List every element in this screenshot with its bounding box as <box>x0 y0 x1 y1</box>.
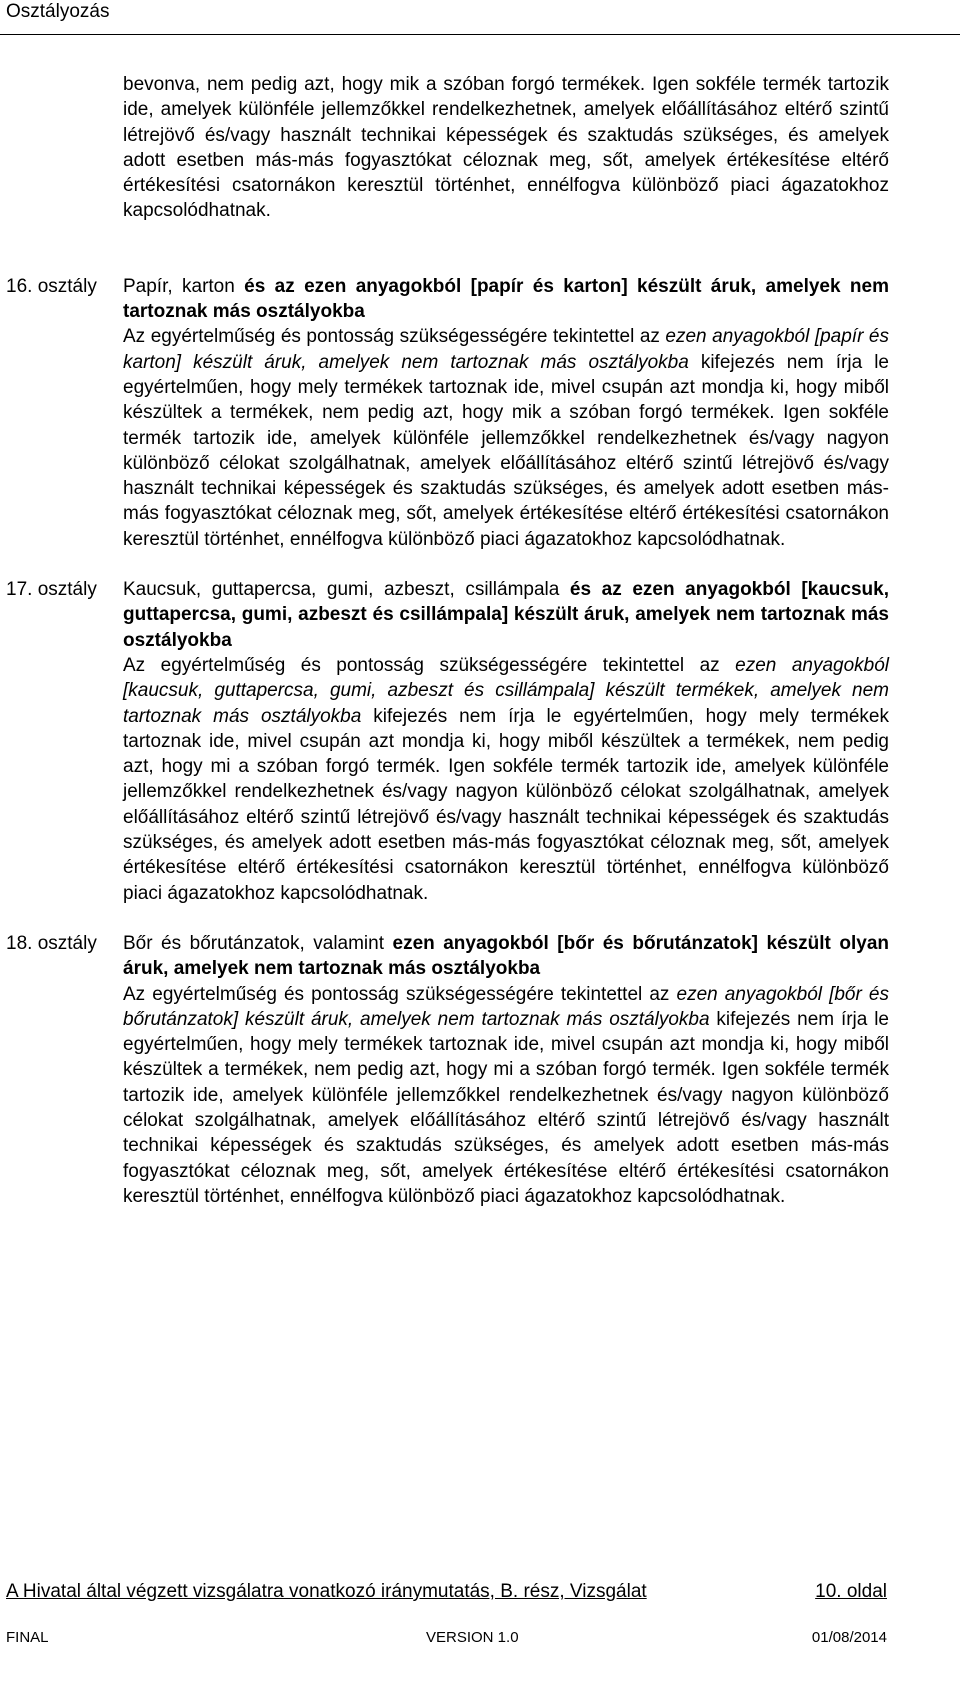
document-status: FINAL <box>6 1629 49 1646</box>
document-date: 01/08/2014 <box>811 1629 887 1646</box>
footer-title: A Hivatal által végzett vizsgálatra vonatkozó iránymutatás, B. rész, Vizsgálat <box>6 1581 647 1602</box>
page-header <box>0 0 960 35</box>
class-title: Kaucsuk, guttapercsa, gumi, azbeszt, csillámpala és az ezen anyagokból [kaucsuk, guttapercsa, gumi, azbeszt és csillámpala] készült áruk, amelyek nem tartoznak más osztályokba <box>123 579 889 651</box>
class-number: 17. osztály <box>6 579 97 601</box>
class-16-section <box>6 274 889 552</box>
class-17-section <box>6 577 890 906</box>
page-number: 10. oldal <box>815 1581 887 1602</box>
document-version: VERSION 1.0 <box>426 1629 519 1646</box>
class-number: 16. osztály <box>6 275 97 297</box>
intro-paragraph: bevonva, nem pedig azt, hogy mik a szóban forgó termékek. Igen sokféle termék tartozik ide, amelyek különféle jellemzőkkel rendelkezhetnek, amelyek előállításához eltérő szintű létrejövő és/vagy használt technikai képességek és szaktudás szükséges, és amelyek adott esetben más-más fogyasztókat céloznak meg, sőt, amelyek értékesítése eltérő értékesítési csatornákon keresztül történhet, ennélfogva különböző piaci ágazatokhoz kapcsolódhatnak. <box>123 74 889 222</box>
class-title: Bőr és bőrutánzatok, valamint ezen anyagokból [bőr és bőrutánzatok] készült olyan áruk, amelyek nem tartoznak más osztályokba <box>123 932 889 980</box>
header-title: Osztályozás <box>6 1 110 22</box>
document-body <box>6 72 890 1209</box>
class-description: Az egyértelműség és pontosság szükségességére tekintettel az ezen anyagokból [bőr és bőrutánzatok] készült áruk, amelyek nem tartoznak más osztályokba kifejezés nem írja le egyértelműen, hogy mely termékek tartoznak ide, mivel csupán azt mondja ki, hogy miből készültek a termékek, nem pedig azt, hogy mi a szóban forgó termék. Igen sokféle termék tartozik ide, amelyek különféle jellemzőkkel rendelkezhetnek és/vagy nagyon különböző célokat szolgálhatnak, amelyek előállításához eltérő szintű létrejövő és/vagy használt technikai képességek és szaktudás szükséges, és amelyek adott esetben más-más fogyasztókat céloznak meg, sőt, amelyek értékesítése eltérő értékesítési csatornákon keresztül történhet, ennélfogva különböző piaci ágazatokhoz kapcsolódhatnak. <box>123 983 889 1207</box>
class-title: Papír, karton és az ezen anyagokból [papír és karton] készült áruk, amelyek nem tartoznak más osztályokba <box>123 275 889 323</box>
class-description: Az egyértelműség és pontosság szükségességére tekintettel az ezen anyagokból [papír és karton] készült áruk, amelyek nem tartoznak más osztályokba kifejezés nem írja le egyértelműen, hogy mely termékek tartoznak ide, mivel csupán azt mondja ki, hogy miből készültek a termékek, nem pedig azt, hogy mik a szóban forgó termékek. Igen sokféle termék tartozik ide, amelyek különféle jellemzőkkel rendelkezhetnek és/vagy nagyon különböző célokat szolgálhatnak, amelyek előállításához eltérő szintű létrejövő és/vagy használt technikai képességek és szaktudás szükséges, és amelyek adott esetben más-más fogyasztókat céloznak meg, sőt, amelyek értékesítése eltérő értékesítési csatornákon keresztül történhet, ennélfogva különböző piaci ágazatokhoz kapcsolódhatnak. <box>123 326 889 550</box>
class-description: Az egyértelműség és pontosság szükségességére tekintettel az ezen anyagokból [kaucsuk, guttapercsa, gumi, azbeszt és csillámpala] készült termékek, amelyek nem tartoznak más osztályokba kifejezés nem írja le egyértelműen, hogy mely termékek tartoznak ide, mivel csupán azt mondja ki, hogy miből készültek a termékek, nem pedig azt, hogy mi a szóban forgó termék. Igen sokféle termék tartozik ide, amelyek különféle jellemzőkkel rendelkezhetnek és/vagy nagyon különböző célokat szolgálhatnak, amelyek előállításához eltérő szintű létrejövő és/vagy használt technikai képességek és szaktudás szükséges, és amelyek adott esetben más-más fogyasztókat céloznak meg, sőt, amelyek értékesítése eltérő értékesítési csatornákon keresztül történhet, ennélfogva különböző piaci ágazatokhoz kapcsolódhatnak. <box>123 654 890 904</box>
class-18-section <box>6 931 889 1209</box>
class-number: 18. osztály <box>6 932 97 954</box>
